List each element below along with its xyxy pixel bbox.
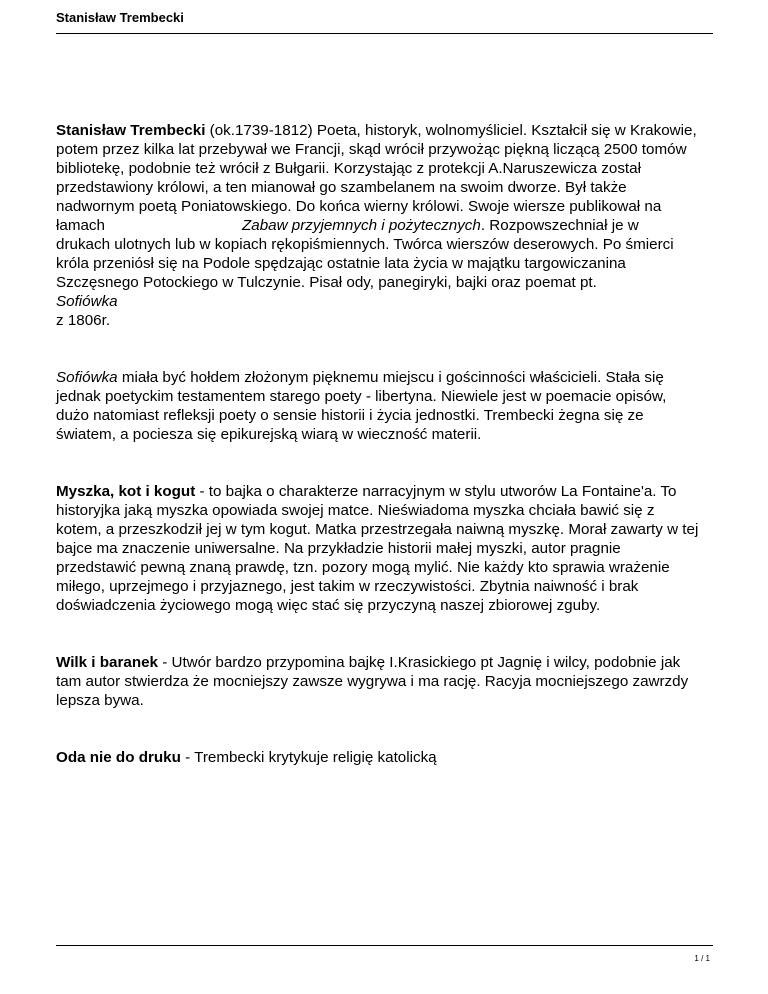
- text-line: drukach ulotnych lub w kopiach rękopiśmiennych. Twórca wierszów deserowych. Po śmierci: [56, 236, 674, 253]
- poem-title: Oda nie do druku: [56, 749, 181, 766]
- paragraph-spacer: [56, 710, 720, 748]
- text-line: bibliotekę, podobnie też wrócił z Bułgarii. Korzystając z protekcji A.Naruszewicza został: [56, 160, 641, 177]
- text-fragment: (ok.1739-1812) Poeta, historyk, wolnomyśliciel. Kształcił się w Krakowie,: [205, 122, 697, 139]
- text-line: historyjka jaką myszka opowiada swojej matce. Nieświadoma myszka chciała bawić się z: [56, 502, 655, 519]
- text-fragment: . Rozpowszechniał je w: [480, 217, 639, 234]
- text-line: [56, 482, 720, 501]
- text-line: nadwornym poetą Poniatowskiego. Do końca wierny królowi. Swoje wiersze publikował na: [56, 198, 662, 215]
- text-line: doświadczenia życiowego mogą więc stać się przyczyną naszej zbiorowej zguby.: [56, 597, 601, 614]
- poem-title: Sofiówka: [56, 369, 118, 386]
- poem-title: Sofiówka: [56, 293, 118, 310]
- text-line: [56, 121, 720, 140]
- text-line: jednak poetyckim testamentem starego poety - libertyna. Niewiele jest w poemacie opisów,: [56, 388, 667, 405]
- paragraph-spacer: [56, 444, 720, 482]
- paragraph-sofiowka: [56, 368, 720, 444]
- footer-divider: [56, 945, 713, 946]
- paragraph-myszka: [56, 482, 720, 615]
- text-fragment: - to bajka o charakterze narracyjnym w stylu utworów La Fontaine'a. To: [195, 483, 677, 500]
- journal-title: Zabaw przyjemnych i pożytecznych: [241, 217, 481, 234]
- text-line: kotem, a przeszkodził jej w tym kogut. Matka przestrzegała naiwną myszkę. Morał zawarty w tej: [56, 521, 699, 538]
- paragraph-spacer: [56, 615, 720, 653]
- text-line: potem przez kilka lat przebywał we Francji, skąd wrócił przywożąc piękną liczącą 2500 tomów: [56, 141, 687, 158]
- text-line: tam autor stwierdza że mocniejszy zawsze wygrywa i ma rację. Racyja mocniejszego zawrzdy: [56, 673, 689, 690]
- header-divider: [56, 33, 713, 34]
- fable-title: Myszka, kot i kogut: [56, 483, 196, 500]
- text-line: przedstawiony królowi, a ten mianował go szambelanem na swoim dworze. Był także: [56, 179, 627, 196]
- text-line: z 1806r.: [56, 312, 111, 329]
- text-line: światem, a pociesza się epikurejską wiarą w wieczność materii.: [56, 426, 482, 443]
- page-header-title: Stanisław Trembecki: [56, 10, 184, 25]
- paragraph-spacer: [56, 330, 720, 368]
- fable-title: Wilk i baranek: [56, 654, 158, 671]
- text-line: miłego, uprzejmego i przyjaznego, jest takim w rzeczywistości. Zbytnia naiwność i brak: [56, 578, 639, 595]
- text-line: bajce ma znaczenie uniwersalne. Na przykładzie historii małej myszki, autor pragnie: [56, 540, 621, 557]
- text-line: dużo natomiast refleksji poety o sensie historii i życia jednostki. Trembecki żegna się ze: [56, 407, 644, 424]
- text-line: przedstawić pewną znaną prawdę, tzn. pozory mogą mylić. Nie każdy kto sprawia wrażenie: [56, 559, 670, 576]
- text-fragment: - Trembecki krytykuje religię katolicką: [180, 749, 437, 766]
- paragraph-wilk: [56, 653, 720, 710]
- text-line: [56, 653, 720, 672]
- text-line: [56, 216, 720, 235]
- paragraph-intro: [56, 121, 720, 330]
- text-line: króla przeniósł się na Podole spędzając ostatnie lata życia w majątku targowiczanina: [56, 255, 626, 272]
- text-line: [56, 368, 720, 387]
- text-fragment: miała być hołdem złożonym pięknemu miejscu i gościnności właścicieli. Stała się: [117, 369, 664, 386]
- text-line: lepsza bywa.: [56, 692, 144, 709]
- page-number: 1 / 1: [694, 954, 710, 963]
- text-fragment: - Utwór bardzo przypomina bajkę I.Krasickiego pt Jagnię i wilcy, podobnie jak: [158, 654, 681, 671]
- document-body: [56, 121, 720, 767]
- text-line: [56, 748, 720, 767]
- text-line: Szczęsnego Potockiego w Tulczynie. Pisał ody, panegiryki, bajki oraz poemat pt.: [56, 274, 597, 291]
- author-name: Stanisław Trembecki: [56, 122, 206, 139]
- text-fragment: łamach: [56, 217, 105, 234]
- paragraph-oda: [56, 748, 720, 767]
